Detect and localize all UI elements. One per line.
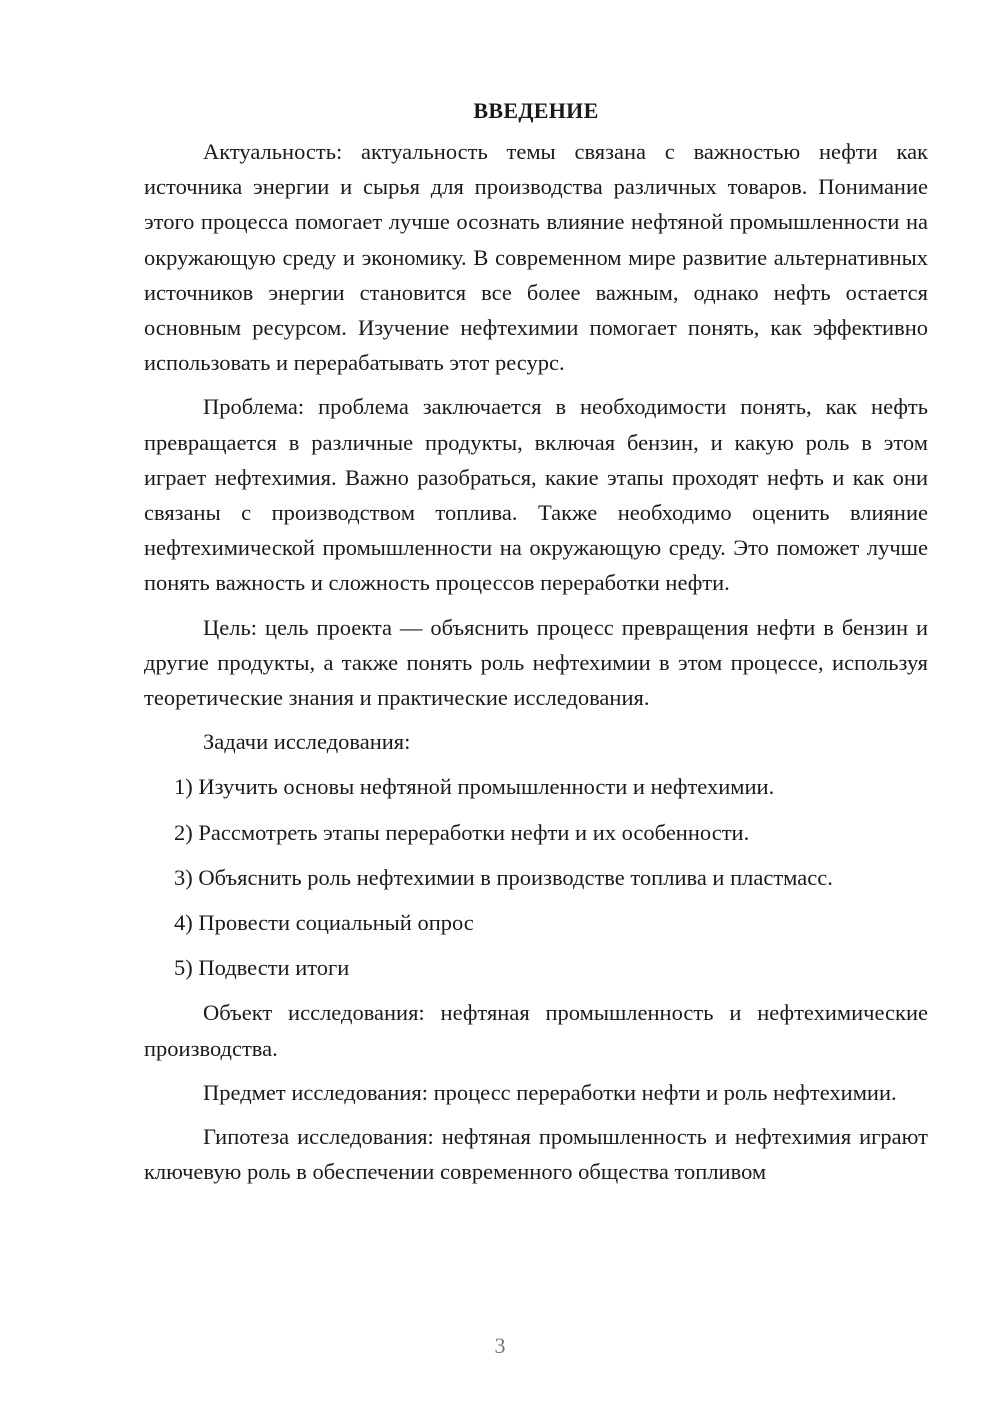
section-heading: ВВЕДЕНИЕ	[473, 98, 599, 123]
tasks-list	[144, 769, 928, 985]
page-number: 3	[494, 1333, 506, 1358]
task-item: 3) Объяснить роль нефтехимии в производстве топлива и пластмасс.	[174, 864, 833, 890]
paragraph-relevance: Актуальность: актуальность темы связана с важностью нефти как источника энергии и сырья для производства различных товаров. Понимание этого процесса помогает лучше осознать влияние нефтяной промышленности на окружающую среду и экономику. В современном мире развитие альтернативных источников энергии становится все более важным, однако нефть остается основным ресурсом. Изучение нефтехимии помогает понять, как эффективно использовать и перерабатывать этот ресурс.	[144, 139, 928, 376]
task-item: 4) Провести социальный опрос	[174, 910, 474, 936]
paragraph-problem: Проблема: проблема заключается в необходимости понять, как нефть превращается в различные продукты, включая бензин, и какую роль в этом играет нефтехимия. Важно разобраться, какие этапы проходят нефть и как они связаны с производством топлива. Также необходимо оценить влияние нефтехимической промышленности на окружающую среду. Это поможет лучше понять важность и сложность процессов переработки нефти.	[144, 394, 928, 596]
task-item: 1) Изучить основы нефтяной промышленности и нефтехимии.	[174, 774, 775, 800]
paragraph-object: Объект исследования: нефтяная промышленность и нефтехимические производства.	[144, 1000, 928, 1061]
paragraph-subject: Предмет исследования: процесс переработки нефти и роль нефтехимии.	[203, 1079, 897, 1105]
document-page	[144, 94, 928, 1198]
tasks-title: Задачи исследования:	[203, 729, 411, 755]
paragraph-goal: Цель: цель проекта — объяснить процесс превращения нефти в бензин и другие продукты, а также понять роль нефтехимии в этом процессе, используя теоретические знания и практические исследования.	[144, 614, 928, 711]
paragraph-hypothesis: Гипотеза исследования: нефтяная промышленность и нефтехимия играют ключевую роль в обеспечении современного общества топливом	[144, 1124, 928, 1185]
task-item: 5) Подвести итоги	[174, 955, 350, 981]
task-item: 2) Рассмотреть этапы переработки нефти и их особенности.	[174, 819, 750, 845]
